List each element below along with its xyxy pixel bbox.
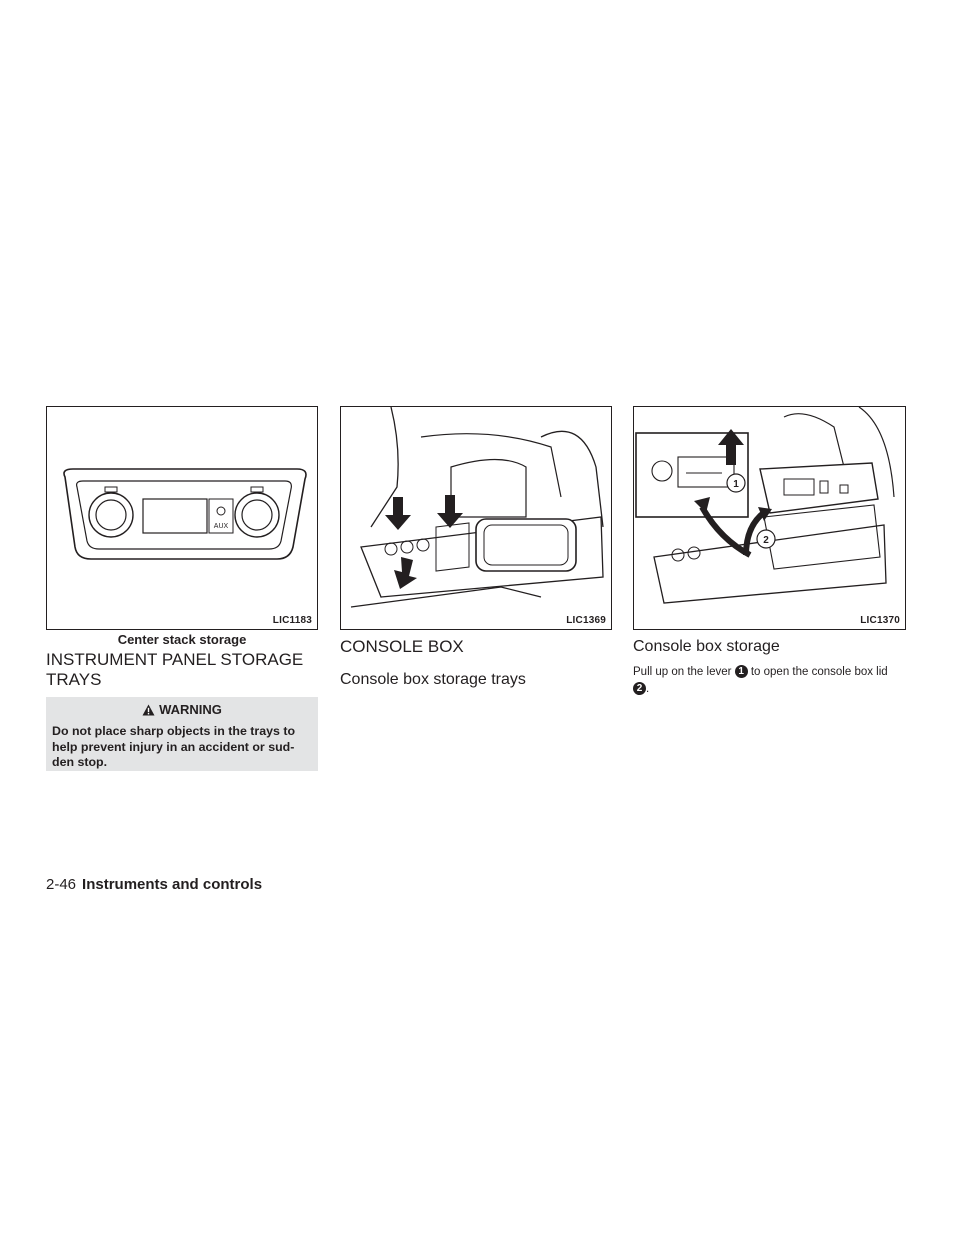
warning-icon bbox=[142, 704, 155, 716]
warning-title: WARNING bbox=[159, 702, 222, 717]
page-footer bbox=[46, 876, 262, 894]
figure-console-box-storage bbox=[633, 406, 906, 630]
callout-1: 1 bbox=[733, 479, 739, 490]
subtitle-console-storage: Console box storage bbox=[633, 638, 780, 655]
instruction-text-part: to open the console box lid bbox=[750, 666, 888, 678]
instruction-text-part: . bbox=[646, 683, 650, 695]
subtitle-console-trays: Console box storage trays bbox=[340, 671, 526, 688]
footer-section-title: Instruments and controls bbox=[82, 876, 263, 893]
callout-2: 2 bbox=[763, 535, 769, 546]
instruction-text-part: Pull up on the lever bbox=[633, 666, 732, 678]
warning-heading bbox=[52, 701, 312, 719]
figure-code: LIC1370 bbox=[860, 615, 900, 626]
aux-label: AUX bbox=[213, 523, 229, 530]
page-number: 2-46 bbox=[46, 876, 77, 893]
figure-caption: Center stack storage bbox=[117, 632, 247, 647]
figure-code: LIC1183 bbox=[272, 615, 312, 626]
console-storage-instructions bbox=[633, 664, 909, 698]
figure-console-box-trays bbox=[340, 406, 612, 630]
section-title-console-box: CONSOLE BOX bbox=[340, 637, 464, 656]
callout-number-2: 2 bbox=[633, 682, 646, 695]
warning-text: Do not place sharp objects in the trays to help prevent injury in an accident or sud-den stop. bbox=[52, 724, 296, 769]
console-trays-illustration bbox=[341, 407, 612, 630]
figure-code: LIC1369 bbox=[566, 615, 606, 626]
section-title-instrument-panel: INSTRUMENT PANEL STORAGE TRAYS bbox=[46, 650, 304, 689]
center-stack-illustration bbox=[47, 407, 318, 630]
warning-box bbox=[46, 697, 318, 771]
console-storage-illustration bbox=[634, 407, 906, 630]
figure-center-stack-storage bbox=[46, 406, 318, 630]
callout-number-1: 1 bbox=[735, 665, 748, 678]
